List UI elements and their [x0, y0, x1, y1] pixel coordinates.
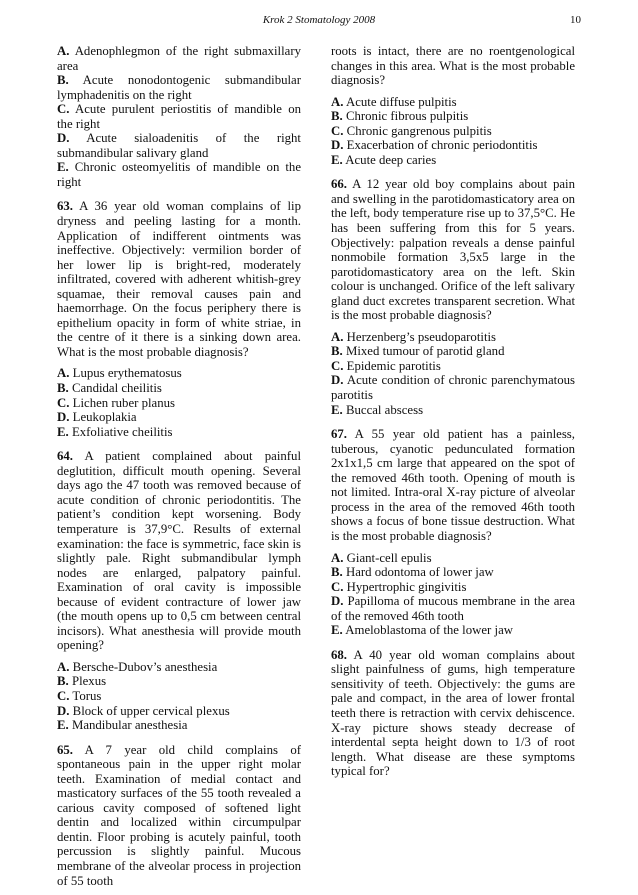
answer-option: [331, 359, 575, 374]
question-text: A 55 year old patient has a painless, tuberous, cyanotic pedunculated formation 2x1x1,5 cm large that appeared on the spot of the removed 46th tooth. Opening of mouth is not limited. Intra-oral X-ray picture of alveolar process in the area of the removed 46th tooth shows a focus of bone tissue destruction. What is the most probable diagnosis?: [331, 427, 575, 543]
question-number: 64.: [57, 449, 73, 464]
question-block: [331, 44, 575, 88]
answer-option: [57, 425, 301, 440]
answer-option-text: Exfoliative cheilitis: [71, 424, 173, 439]
answer-option-label: A.: [331, 550, 344, 565]
answer-option-text: Mandibular anesthesia: [71, 718, 188, 733]
answer-options: [331, 551, 575, 638]
answer-option: [331, 153, 575, 168]
answer-option-text: Torus: [72, 688, 102, 703]
question-text: A 12 year old boy complains about pain and swelling in the parotidomasticatory area on the left, body temperature rise up to 37,5°C. He has been suffering from this for 5 years. Objectively: palpation reveals a dense painful nonmobile formation 3,5x5 large in the parotidomasticatory area on the left. Skin colour is unchanged. Orifice of the left salivary gland duct excretes transparent secretion. What is the most probable diagnosis?: [331, 177, 575, 323]
answer-option-text: Hypertrophic gingivitis: [346, 579, 467, 594]
answer-option-text: Chronic gangrenous pulpitis: [346, 123, 492, 138]
answer-option: [57, 674, 301, 689]
answer-option: [331, 373, 575, 402]
answer-option-text: Buccal abscess: [345, 402, 424, 417]
answer-option-label: B.: [57, 381, 69, 396]
answer-option-text: Epidemic parotitis: [346, 358, 441, 373]
answer-option-text: Acute nonodontogenic submandibular lymphadenitis on the right: [57, 73, 301, 102]
answer-option-label: D.: [57, 703, 70, 718]
answer-options: [57, 660, 301, 733]
answer-option: [57, 366, 301, 381]
question-text: A patient complained about painful deglutition, difficult mouth opening. Several days ago the 47 tooth was removed because of acute condition of chronic periodontitis. The patient’s condition kept worsening. Body temperature is 37,9°C. Results of external examination: the face is symmetric, face skin is slightly pale. Right submandibular lymph nodes are enlarged, palpatory painful. Examination of oral cavity is impossible because of evident contracture of lower jaw (the mouth opens up to 0,5 cm between central incisors). What anesthesia will provide mouth opening?: [57, 449, 302, 653]
question-number: 67.: [331, 427, 347, 442]
answer-option-label: E.: [331, 402, 343, 417]
answer-option-text: Acute purulent periostitis of mandible on the right: [57, 102, 301, 131]
answer-option-label: A.: [331, 94, 344, 109]
answer-option: [57, 160, 301, 189]
answer-option-text: Candidal cheilitis: [71, 381, 162, 396]
answer-option-text: Bersche-Dubov’s anesthesia: [72, 659, 218, 674]
answer-option-label: C.: [57, 102, 70, 117]
question-number: 66.: [331, 177, 347, 192]
answer-option-label: D.: [57, 131, 70, 146]
answer-option-label: D.: [331, 138, 344, 153]
answer-option-label: B.: [331, 109, 343, 124]
answer-option-text: Leukoplakia: [72, 410, 137, 425]
answer-option-text: Chronic fibrous pulpitis: [345, 109, 469, 124]
answer-options: [331, 330, 575, 417]
answer-option-label: C.: [57, 688, 70, 703]
answer-option: [331, 594, 575, 623]
answer-option-text: Adenophlegmon of the right submaxillary area: [57, 44, 301, 73]
answer-option: [331, 95, 575, 110]
answer-option-label: D.: [331, 594, 344, 609]
answer-options: [57, 44, 301, 189]
question-text: A 40 year old woman complains about slight painfulness of gums, high temperature sensitivity of teeth. Objectively: the gums are pale and compact, in the area of lower frontal teeth there is retraction with cervix dehiscence. X-ray picture shows steady decrease of interdental septa height down to 1/3 of root length. What disease are these symptoms typical for?: [331, 647, 575, 779]
answer-option-label: C.: [331, 579, 344, 594]
answer-option: [331, 138, 575, 153]
answer-option: [331, 109, 575, 124]
question-block: [331, 427, 575, 543]
answer-options: [57, 366, 301, 439]
answer-option-label: A.: [57, 659, 70, 674]
question-number: 63.: [57, 199, 73, 214]
question-text: roots is intact, there are no roentgenological changes in this area. What is the most probable diagnosis?: [331, 44, 575, 88]
answer-option: [57, 704, 301, 719]
answer-option: [57, 689, 301, 704]
page-header: [57, 14, 581, 30]
answer-option: [331, 403, 575, 418]
answer-option: [57, 102, 301, 131]
answer-option-text: Chronic osteomyelitis of mandible on the right: [57, 160, 301, 189]
question-block: [57, 743, 301, 888]
answer-option: [57, 410, 301, 425]
answer-option: [57, 73, 301, 102]
answer-option-label: E.: [57, 718, 69, 733]
question-text: A 7 year old child complains of spontaneous pain in the upper right molar teeth. Examination of medial contact and masticatory surfaces of the 55 tooth revealed a carious cavity composed of softened light dentin and localized within circumpulpar dentin. Floor probing is acutely painful, tooth percussion is slightly painful. Mucous membrane of the alveolar process in projection of 55 tooth: [57, 742, 301, 888]
answer-option-label: C.: [331, 123, 344, 138]
header-title: Krok 2 Stomatology 2008: [262, 14, 376, 26]
answer-option-label: B.: [57, 674, 69, 689]
answer-option-text: Lichen ruber planus: [72, 395, 175, 410]
answer-option-text: Acute condition of chronic parenchymatous parotitis: [331, 373, 575, 403]
answer-option: [331, 623, 575, 638]
answer-option: [57, 44, 301, 73]
question-block: [331, 648, 575, 779]
answer-option-text: Block of upper cervical plexus: [72, 703, 230, 718]
question-block: [57, 199, 301, 359]
question-block: [331, 177, 575, 322]
answer-option-text: Lupus erythematosus: [72, 366, 182, 381]
answer-option-label: D.: [331, 373, 344, 388]
left-column: [57, 44, 301, 895]
answer-option-text: Acute sialoadenitis of the right submandibular salivary gland: [57, 131, 301, 160]
right-column: [331, 44, 575, 786]
answer-option-text: Herzenberg’s pseudoparotitis: [346, 329, 497, 344]
answer-option-text: Plexus: [71, 674, 107, 689]
answer-option-label: E.: [57, 160, 69, 175]
answer-option-text: Mixed tumour of parotid gland: [345, 344, 505, 359]
answer-option-text: Ameloblastoma of the lower jaw: [345, 623, 513, 638]
answer-options: [331, 95, 575, 168]
answer-option-label: C.: [57, 395, 70, 410]
answer-option-label: B.: [331, 565, 343, 580]
answer-option-label: B.: [331, 344, 343, 359]
answer-option-text: Giant-cell epulis: [346, 550, 432, 565]
answer-option-label: E.: [331, 623, 343, 638]
answer-option-text: Papilloma of mucous membrane in the area of the removed 46th tooth: [331, 594, 576, 623]
answer-option: [57, 396, 301, 411]
answer-option: [331, 565, 575, 580]
answer-option: [57, 660, 301, 675]
answer-option-label: A.: [57, 44, 70, 58]
answer-option: [57, 131, 301, 160]
question-number: 65.: [57, 742, 73, 757]
answer-option-text: Acute deep caries: [345, 152, 437, 167]
answer-option: [57, 718, 301, 733]
answer-option-label: A.: [331, 329, 344, 344]
question-text: A 36 year old woman complains of lip dryness and peeling lasting for a month. Application of indifferent ointments was ineffective. Objectively: vermilion border of her lower lip is bright-red, moderately infiltrated, covered with adherent whitish-grey squamae, their removal causes pain and haemorrhage. On the focus periphery there is epithelium opacity in form of white striae, in the centre of it there is a sinking down area. What is the most probable diagnosis?: [57, 199, 301, 359]
answer-option-text: Hard odontoma of lower jaw: [345, 565, 494, 580]
question-block: [57, 449, 301, 653]
answer-option-label: B.: [57, 73, 69, 88]
answer-option-text: Exacerbation of chronic periodontitis: [346, 138, 538, 153]
answer-option-label: E.: [57, 424, 69, 439]
answer-option: [57, 381, 301, 396]
question-number: 68.: [331, 647, 347, 662]
answer-option-text: Acute diffuse pulpitis: [345, 94, 457, 109]
answer-option: [331, 551, 575, 566]
answer-option-label: D.: [57, 410, 70, 425]
answer-option-label: E.: [331, 152, 343, 167]
answer-option: [331, 124, 575, 139]
answer-option-label: C.: [331, 358, 344, 373]
page-number: 10: [570, 14, 581, 26]
answer-option: [331, 344, 575, 359]
answer-option: [331, 330, 575, 345]
answer-option: [331, 580, 575, 595]
answer-option-label: A.: [57, 366, 70, 381]
